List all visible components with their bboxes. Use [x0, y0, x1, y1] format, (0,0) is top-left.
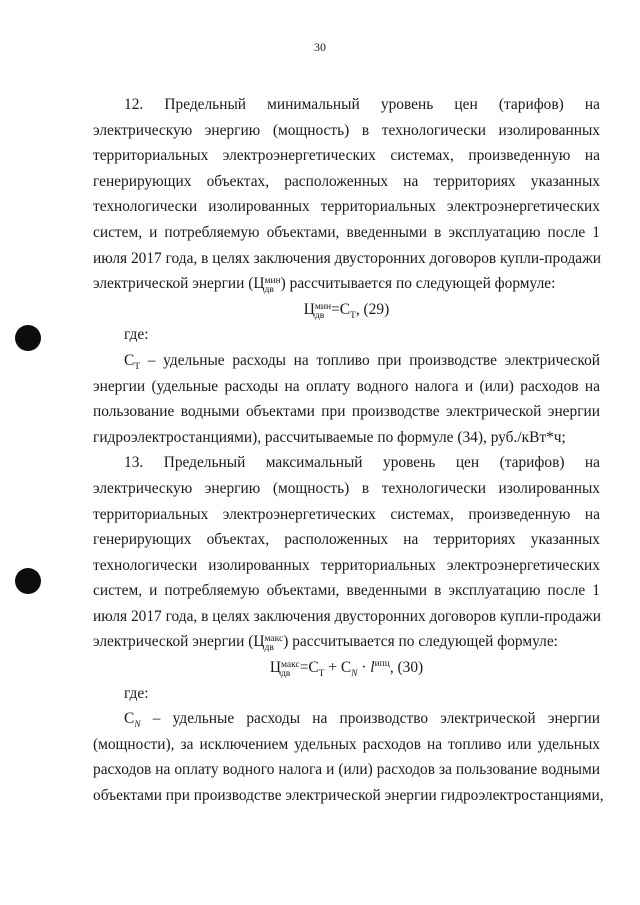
ct-definition-line-1: $С_Т$ – удельные расходы на топливо при производстве электрической — [124, 351, 600, 373]
ct-definition-line-4: гидроэлектростанциями), рассчитываемые по формуле (34), руб./кВт*ч; — [93, 428, 566, 446]
punch-hole-bottom — [15, 568, 41, 594]
ct-definition-line-3: пользование водными объектами при производстве электрической энергии — [93, 403, 600, 421]
cn-definition-line-2: (мощности), за исключением удельных расходов на топливо или удельных — [93, 735, 600, 753]
item-13-line-1: 13. Предельный максимальный уровень цен (тарифов) на — [124, 454, 600, 472]
item-12-line-2: электрическую энергию (мощность) в технологически изолированных — [93, 121, 600, 139]
item-13-line-5: технологически изолированных территориальных электроэнергетических — [93, 556, 600, 574]
formula-29: Ц мин дв $=С_Т$, (29) — [303, 300, 390, 321]
item-13-line-7: июля 2017 года, в целях заключения двусторонних договоров купли-продажи — [93, 607, 601, 625]
item-12-line-4: генерирующих объектах, расположенных на территориях указанных — [93, 172, 600, 190]
cn-definition-line-4: объектами при производстве электрической энергии гидроэлектростанциями, — [93, 787, 604, 805]
cn-definition-line-1: $C_N$ – удельные расходы на производство электрической энергии — [124, 710, 600, 731]
item-13-line-3: территориальных электроэнергетических системах, произведенную на — [93, 505, 600, 523]
tariff-indices: мин дв — [264, 276, 281, 296]
tariff-symbol: Ц — [253, 275, 265, 293]
ct-definition — [93, 348, 600, 450]
formula-30: Ц макс дв $=С_Т + C_N \cdot l^{ипц}$, (30) — [269, 658, 424, 680]
where-label-2: где: — [124, 684, 149, 702]
page-number: 30 — [314, 40, 326, 54]
cn-definition — [93, 706, 604, 808]
item-12-paragraph — [93, 92, 600, 297]
item-12-line-5: технологически изолированных территориальных электроэнергетических — [93, 198, 600, 216]
item-13-line-4: генерирующих объектах, расположенных на территориях указанных — [93, 531, 600, 549]
item-13-paragraph — [93, 450, 600, 655]
where-label-1: где: — [124, 326, 149, 344]
item-12-line-6: систем, и потребляемую объектами, введенными в эксплуатацию после 1 — [93, 223, 600, 241]
item-12-line-3: территориальных электроэнергетических системах, произведенную на — [93, 147, 600, 165]
punch-hole-top — [15, 325, 41, 351]
item-12-line-1: 12. Предельный минимальный уровень цен (тарифов) на — [124, 96, 600, 113]
document-body — [93, 92, 604, 809]
item-13-line-6: систем, и потребляемую объектами, введенными в эксплуатацию после 1 — [93, 582, 600, 600]
cn-definition-line-3: расходов на оплату водного налога и (или) расходов за пользование водными — [93, 761, 600, 779]
item-12-line-8: электрической энергии (Ц мин дв ) рассчитывается по следующей формуле: — [93, 275, 556, 296]
item-12-line-7: июля 2017 года, в целях заключения двусторонних договоров купли-продажи — [93, 249, 601, 267]
ct-definition-line-2: энергии (удельные расходы на оплату водного налога и (или) расходов на — [93, 377, 600, 395]
item-13-line-8: электрической энергии (Ц макс дв ) рассчитывается по следующей формуле: — [93, 633, 558, 654]
item-13-line-2: электрическую энергию (мощность) в технологически изолированных — [93, 479, 600, 497]
